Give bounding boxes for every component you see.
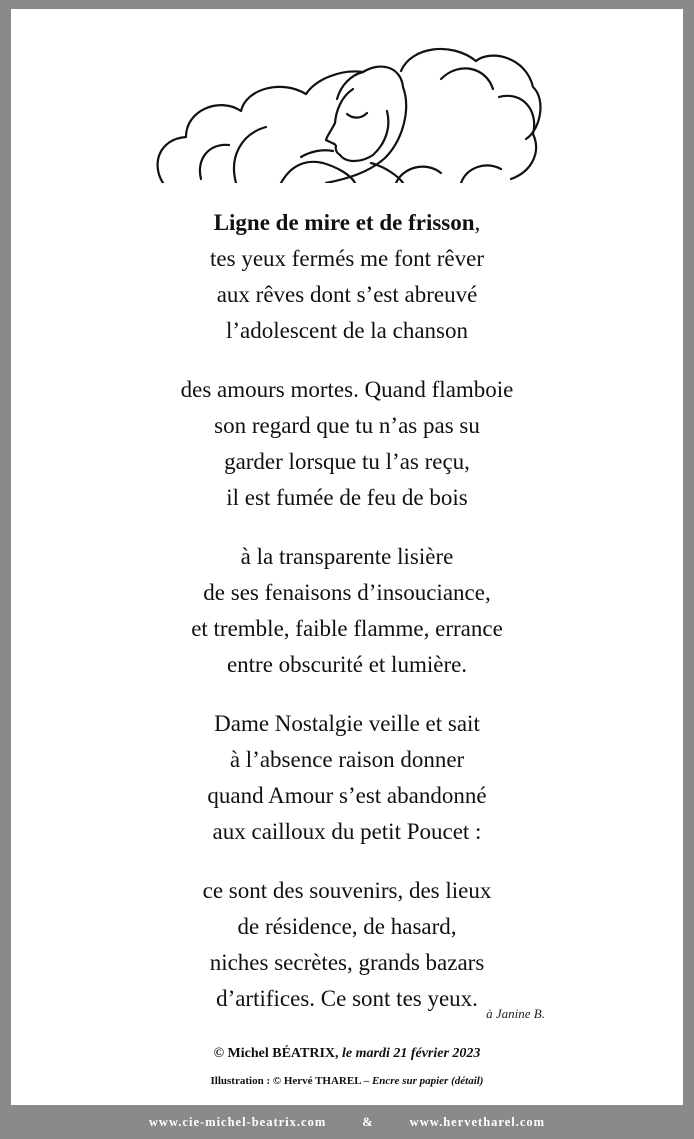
poem-line: de résidence, de hasard, [237, 914, 457, 939]
poem-line: garder lorsque tu l’as reçu, [224, 449, 470, 474]
poem-line: à la transparente lisière [240, 544, 454, 569]
copyright-date: le mardi 21 février 2023 [342, 1046, 481, 1061]
poem-line: son regard que tu n’as pas su [214, 413, 480, 438]
poem-line: des amours mortes. Quand flamboie [180, 377, 514, 402]
stanza-3 [11, 539, 683, 683]
sleeping-face-in-clouds-drawing [141, 39, 556, 183]
poem-line: entre obscurité et lumière. [226, 652, 468, 677]
poem-line: Dame Nostalgie veille et sait [214, 711, 480, 736]
poem-line: niches secrètes, grands bazars [209, 950, 485, 975]
poem-line: l’adolescent de la chanson [225, 318, 469, 343]
stanza-1 [11, 205, 683, 349]
poem-title-comma: , [474, 210, 481, 235]
poem-line: aux cailloux du petit Poucet : [212, 819, 482, 844]
poem-line: de ses fenaisons d’insouciance, [203, 580, 491, 605]
poem-line: aux rêves dont s’est abreuvé [216, 282, 478, 307]
copyright-line [11, 1046, 683, 1062]
poem [11, 205, 683, 1040]
illustration-credit-prefix: Illustration : © Hervé THAREL – [210, 1075, 372, 1087]
poem-line: il est fumée de feu de bois [226, 485, 468, 510]
link-cie-michel-beatrix[interactable]: www.cie-michel-beatrix.com [148, 1114, 327, 1129]
stanza-2 [11, 372, 683, 516]
poem-line: ce sont des souvenirs, des lieux [202, 878, 492, 903]
stanza-4 [11, 706, 683, 850]
poem-page [11, 9, 683, 1105]
poem-line: tes yeux fermés me font rêver [210, 246, 484, 271]
poem-line: quand Amour s’est abandonné [207, 783, 487, 808]
stanza-5 [11, 873, 683, 1017]
link-hervetharel[interactable]: www.hervetharel.com [409, 1114, 546, 1129]
dedication: à Janine B. [486, 1006, 545, 1021]
copyright-author: © Michel BÉATRIX, [213, 1046, 339, 1061]
poem-line: d’artifices. Ce sont tes yeux. [216, 986, 478, 1011]
poem-title-line [11, 205, 683, 241]
poem-line: et tremble, faible flamme, errance [191, 616, 503, 641]
footer-links [0, 1105, 694, 1139]
illustration-credit [11, 1075, 683, 1087]
illustration-credit-medium: Encre sur papier (détail) [371, 1075, 484, 1087]
poem-line: à l’absence raison donner [229, 747, 465, 772]
poem-title: Ligne de mire et de frisson [213, 210, 475, 235]
footer-separator: & [362, 1114, 374, 1129]
